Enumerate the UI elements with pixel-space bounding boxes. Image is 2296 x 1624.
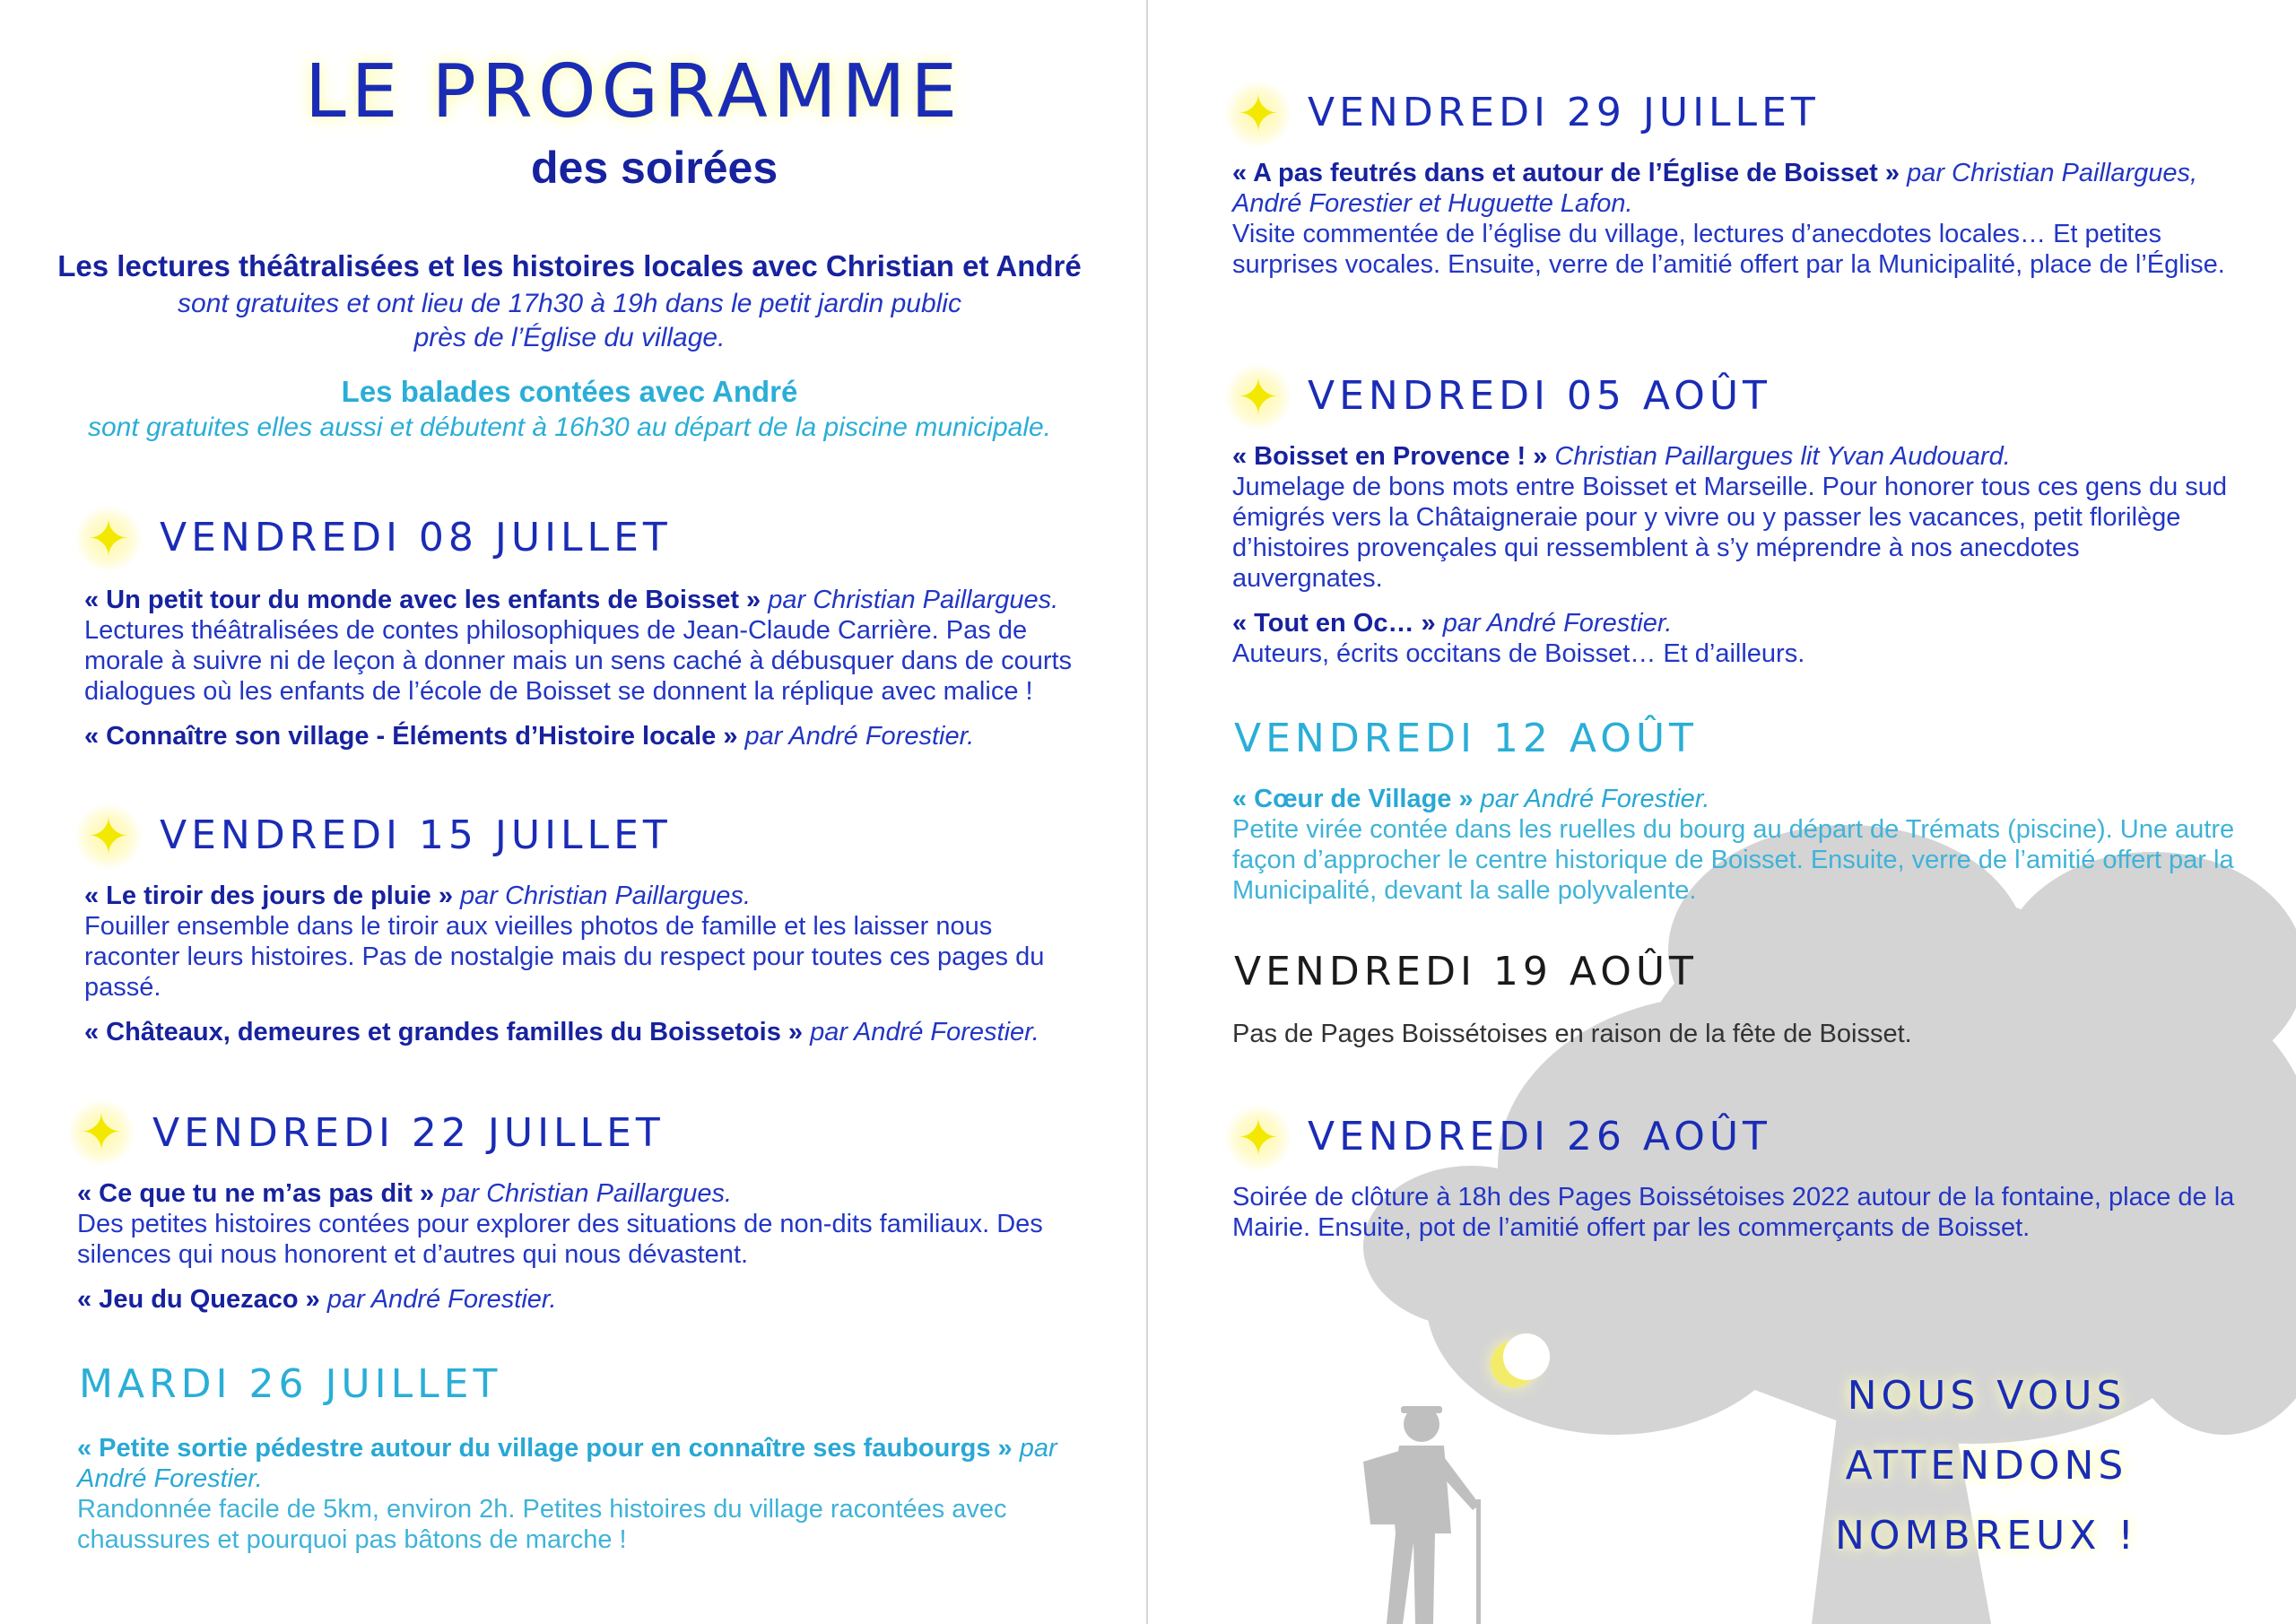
intro-lectures-line2: près de l’Église du village. xyxy=(413,323,726,352)
event-description: Lectures théâtralisées de contes philosophiques de Jean-Claude Carrière. Pas de morale à suivre ni de leçon à donner mais un sens caché à débusquer dans de courts dialogues où les enfants de l’école de Boisset se donnent la réplique avec malice ! xyxy=(84,616,1073,706)
day-heading-2608: VENDREDI 26 AOÛT xyxy=(1308,1114,1771,1159)
day-heading-0508: VENDREDI 05 AOÛT xyxy=(1308,373,1771,419)
event-author: par André Forestier. xyxy=(737,722,975,751)
day-heading-1208: VENDREDI 12 AOÛT xyxy=(1234,716,1698,761)
page-divider xyxy=(1146,0,1148,1624)
star-icon: ✦ xyxy=(75,506,142,572)
hiker-illustration xyxy=(1345,1399,1498,1624)
event-title xyxy=(1232,784,2237,814)
star-icon: ✦ xyxy=(1225,81,1292,147)
event-author: Christian Paillargues lit Yvan Audouard. xyxy=(1547,442,2011,471)
event-title xyxy=(84,1017,1080,1047)
intro-balades-line: sont gratuites elles aussi et débutent à 16h30 au départ de la piscine municipale. xyxy=(87,413,1052,442)
event-description: Fouiller ensemble dans le tiroir aux vieilles photos de famille et les laisser nous raconter leurs histoires. Pas de nostalgie mais du respect pour toutes ces pages du passé. xyxy=(84,912,1045,1002)
event-title xyxy=(1232,158,2237,219)
intro-lectures-heading: Les lectures théâtralisées et les histoires locales avec Christian et André xyxy=(57,249,1082,282)
event-description: Des petites histoires contées pour explorer des situations de non-dits familiaux. Des silences qui nous honorent et d’autres qui nous dévastent. xyxy=(77,1210,1043,1269)
event-title-text: « Châteaux, demeures et grandes familles du Boissetois » xyxy=(84,1018,804,1046)
event-title-text: « Cœur de Village » xyxy=(1232,785,1474,813)
event-title xyxy=(1232,441,2237,472)
page-subtitle: des soirées xyxy=(531,143,778,193)
closing-line-2: NOMBREUX ! xyxy=(1834,1513,2139,1559)
event-title-text: « Boisset en Provence ! » xyxy=(1232,442,1548,471)
event-title-text: « A pas feutrés dans et autour de l’Église de Boisset » xyxy=(1232,159,1900,187)
event-description: Jumelage de bons mots entre Boisset et Marseille. Pour honorer tous ces gens du sud émigrés vers la Châtaigneraie pour y vivre ou y passer les vacances, petit florilège d’histoires provençales qui ressemblent à s’y méprendre à nos anecdotes auvergnates. xyxy=(1232,473,2228,593)
page-title: LE PROGRAMME xyxy=(305,49,963,135)
event-title-text: « Jeu du Quezaco » xyxy=(77,1285,320,1314)
event-description: Visite commentée de l’église du village, lectures d’anecdotes locales… Et petites surprises vocales. Ensuite, verre de l’amitié offert par la Municipalité, place de l’Église. xyxy=(1232,220,2225,279)
event-title xyxy=(84,881,1080,911)
star-icon: ✦ xyxy=(75,803,142,870)
event-author: par André Forestier. xyxy=(77,1434,1057,1493)
day-heading-1908: VENDREDI 19 AOÛT xyxy=(1234,949,1698,994)
event-author: par Christian Paillargues. xyxy=(434,1179,733,1208)
event-author: par André Forestier. xyxy=(319,1285,557,1314)
event-description: Petite virée contée dans les ruelles du bourg au départ de Trémats (piscine). Une autre façon d’approcher le centre historique de Boisset. Ensuite, verre de l’amitié offert par la Municipalité, devant la salle polyvalente. xyxy=(1232,815,2235,905)
day-heading-2207: VENDREDI 22 JUILLET xyxy=(152,1110,665,1156)
event-author: par André Forestier. xyxy=(1435,609,1673,638)
event-description: Randonnée facile de 5km, environ 2h. Petites histoires du village racontées avec chaussures et pourquoi pas bâtons de marche ! xyxy=(77,1495,1007,1554)
intro-lectures-line1: sont gratuites et ont lieu de 17h30 à 19h dans le petit jardin public xyxy=(178,289,961,318)
event-title-text: « Tout en Oc… » xyxy=(1232,609,1436,638)
event-title xyxy=(77,1433,1082,1494)
star-icon: ✦ xyxy=(68,1099,135,1166)
event-title xyxy=(84,585,1080,615)
event-description: Auteurs, écrits occitans de Boisset… Et d’ailleurs. xyxy=(1232,639,1805,668)
event-author: par Christian Paillargues. xyxy=(761,586,1059,614)
event-author: par Christian Paillargues. xyxy=(452,881,751,910)
day-heading-0807: VENDREDI 08 JUILLET xyxy=(160,515,672,560)
star-icon: ✦ xyxy=(1225,1105,1292,1171)
event-title-text: « Connaître son village - Éléments d’Histoire locale » xyxy=(84,722,738,751)
day-heading-2607: MARDI 26 JUILLET xyxy=(79,1361,502,1407)
event-title-text: « Un petit tour du monde avec les enfants de Boisset » xyxy=(84,586,761,614)
event-title xyxy=(77,1178,1082,1209)
event-author: par André Forestier. xyxy=(803,1018,1039,1046)
event-author: par André Forestier. xyxy=(1473,785,1710,813)
event-title-text: « Petite sortie pédestre autour du village pour en connaître ses faubourgs » xyxy=(77,1434,1013,1463)
moon-icon xyxy=(1491,1341,1537,1387)
closing-message xyxy=(1735,1361,2238,1571)
event-title-text: « Le tiroir des jours de pluie » xyxy=(84,881,453,910)
day-heading-2907: VENDREDI 29 JUILLET xyxy=(1308,90,1820,135)
event-author: par Christian Paillargues, André Forestier et Huguette Lafon. xyxy=(1232,159,2198,218)
event-description: Pas de Pages Boissétoises en raison de la fête de Boisset. xyxy=(1232,1020,1912,1048)
star-icon: ✦ xyxy=(1225,364,1292,430)
day-heading-1507: VENDREDI 15 JUILLET xyxy=(160,812,672,858)
closing-line-1: NOUS VOUS ATTENDONS xyxy=(1845,1373,2128,1489)
event-title-text: « Ce que tu ne m’as pas dit » xyxy=(77,1179,435,1208)
event-title xyxy=(77,1284,1082,1315)
event-title xyxy=(84,721,1080,751)
event-title xyxy=(1232,608,2237,638)
event-description: Soirée de clôture à 18h des Pages Boissétoises 2022 autour de la fontaine, place de la Mairie. Ensuite, pot de l’amitié offert par les commerçants de Boisset. xyxy=(1232,1183,2235,1242)
intro-balades-heading: Les balades contées avec André xyxy=(341,375,798,408)
